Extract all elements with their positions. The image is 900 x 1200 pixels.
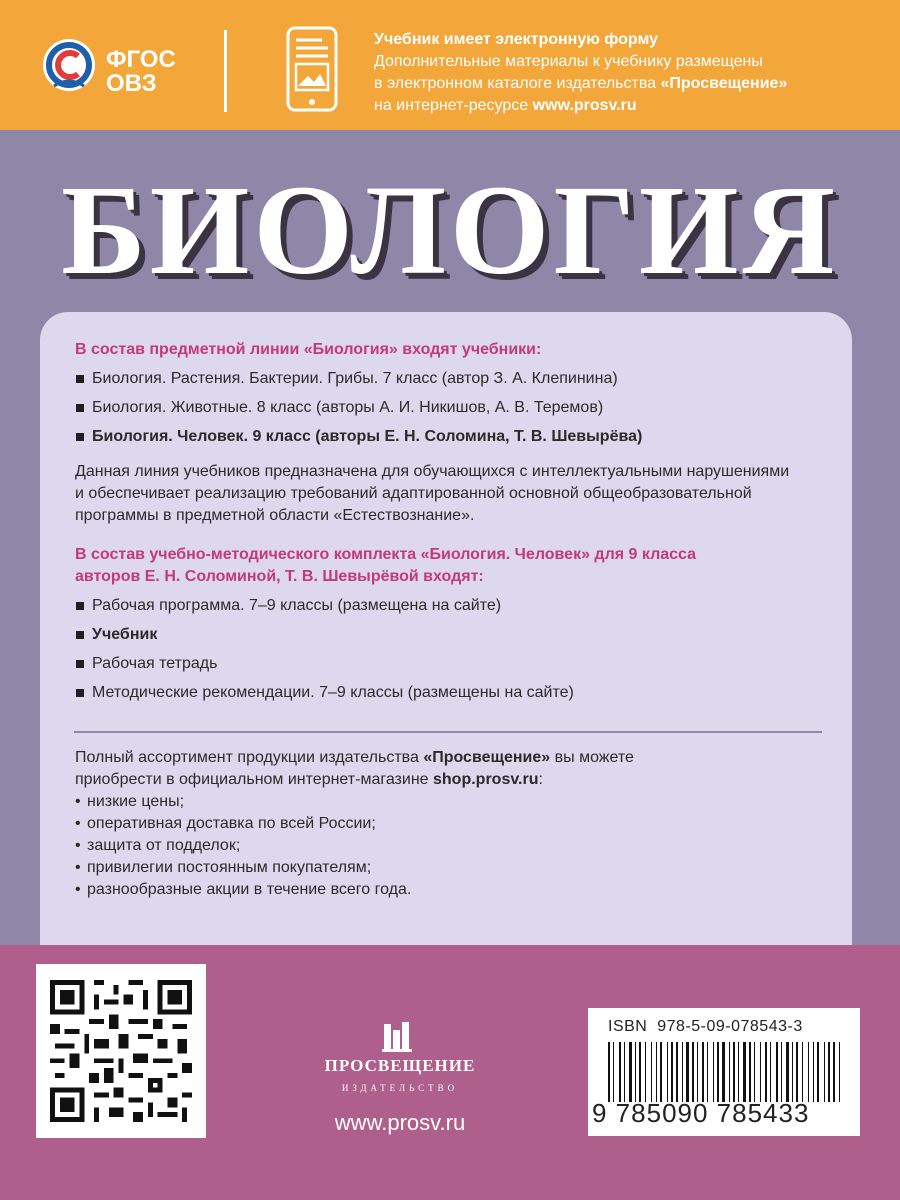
line-item: Биология. Растения. Бактерии. Грибы. 7 класс (автор З. А. Клепинина) xyxy=(75,369,835,389)
header-divider xyxy=(224,30,227,112)
kit-item: Рабочая тетрадь xyxy=(75,654,835,674)
section-divider xyxy=(74,731,822,733)
line-description xyxy=(75,461,795,527)
publisher-name: ПРОСВЕЩЕНИЕ xyxy=(324,1056,476,1075)
qr-code[interactable] xyxy=(36,964,206,1138)
fgos-logo xyxy=(40,30,210,110)
shop-line1 xyxy=(75,747,835,769)
tablet-icon xyxy=(286,26,338,112)
shop-bullet: • оперативная доставка по всей России; xyxy=(75,813,835,835)
shop-section xyxy=(75,747,835,901)
eform-line4-prefix: на интернет-ресурсе xyxy=(374,97,533,114)
line-item: Биология. Животные. 8 класс (авторы А. И. Никишов, А. В. Теремов) xyxy=(75,398,835,418)
shop-publisher: «Просвещение» xyxy=(423,749,551,766)
shop-line2 xyxy=(75,769,835,791)
shop-bullet: • низкие цены; xyxy=(75,791,835,813)
kit-section xyxy=(75,544,835,712)
eform-url[interactable]: www.prosv.ru xyxy=(532,97,637,114)
isbn-label: ISBN 978-5-09-078543-3 xyxy=(608,1018,803,1035)
isbn-digits: 9 785090 785433 xyxy=(592,1098,810,1128)
eform-info xyxy=(374,29,787,117)
book-title: БИОЛОГИЯ xyxy=(61,159,839,301)
fgos-line2: ОВЗ xyxy=(106,70,157,97)
isbn-block xyxy=(588,1008,860,1136)
line-section xyxy=(75,339,835,456)
shop-line1-suffix: вы можете xyxy=(550,749,634,766)
shop-bullet: • защита от подделок; xyxy=(75,835,835,857)
fgos-line1: ФГОС xyxy=(106,46,176,73)
barcode-icon xyxy=(606,1042,846,1102)
eform-line3 xyxy=(374,73,787,95)
kit-item: Учебник xyxy=(75,625,835,645)
publisher-emblem-icon xyxy=(382,1020,412,1052)
line-heading: В состав предметной линии «Биология» входят учебники: xyxy=(75,341,542,358)
publisher-logo xyxy=(300,1010,500,1140)
publisher-url[interactable]: www.prosv.ru xyxy=(334,1110,466,1135)
eform-line3-prefix: в электронном каталоге издательства xyxy=(374,75,661,92)
eform-line2: Дополнительные материалы к учебнику размещены xyxy=(374,53,763,70)
kit-heading-line1: В состав учебно-методического комплекта «Биология. Человек» для 9 класса xyxy=(75,546,697,563)
line-para: Данная линия учебников предназначена для обучающихся с интеллектуальными нарушениями и обеспечивает реализацию требований адаптированной основной общеобразовательной программы в предметной области «Естествознание». xyxy=(75,463,790,524)
shop-url[interactable]: shop.prosv.ru xyxy=(433,771,539,788)
eform-line4 xyxy=(374,95,787,117)
kit-item: Методические рекомендации. 7–9 классы (размещены на сайте) xyxy=(75,683,835,703)
eform-title: Учебник имеет электронную форму xyxy=(374,31,658,48)
shop-line2-suffix: : xyxy=(538,771,543,788)
eform-publisher: «Просвещение» xyxy=(660,75,788,92)
shop-bullet: • привилегии постоянным покупателям; xyxy=(75,857,835,879)
shop-bullet: • разнообразные акции в течение всего года. xyxy=(75,879,835,901)
line-item: Биология. Человек. 9 класс (авторы Е. Н. Соломина, Т. В. Шевырёва) xyxy=(75,427,835,447)
shop-line1-prefix: Полный ассортимент продукции издательства xyxy=(75,749,424,766)
kit-heading-line2: авторов Е. Н. Соломиной, Т. В. Шевырёвой входят: xyxy=(75,568,484,585)
fgos-emblem-icon xyxy=(40,36,98,94)
kit-item: Рабочая программа. 7–9 классы (размещена на сайте) xyxy=(75,596,835,616)
qr-code-icon xyxy=(50,978,192,1124)
shop-line2-prefix: приобрести в официальном интернет-магазине xyxy=(75,771,433,788)
fgos-label xyxy=(106,48,176,96)
publisher-subtitle: ИЗДАТЕЛЬСТВО xyxy=(341,1083,459,1093)
